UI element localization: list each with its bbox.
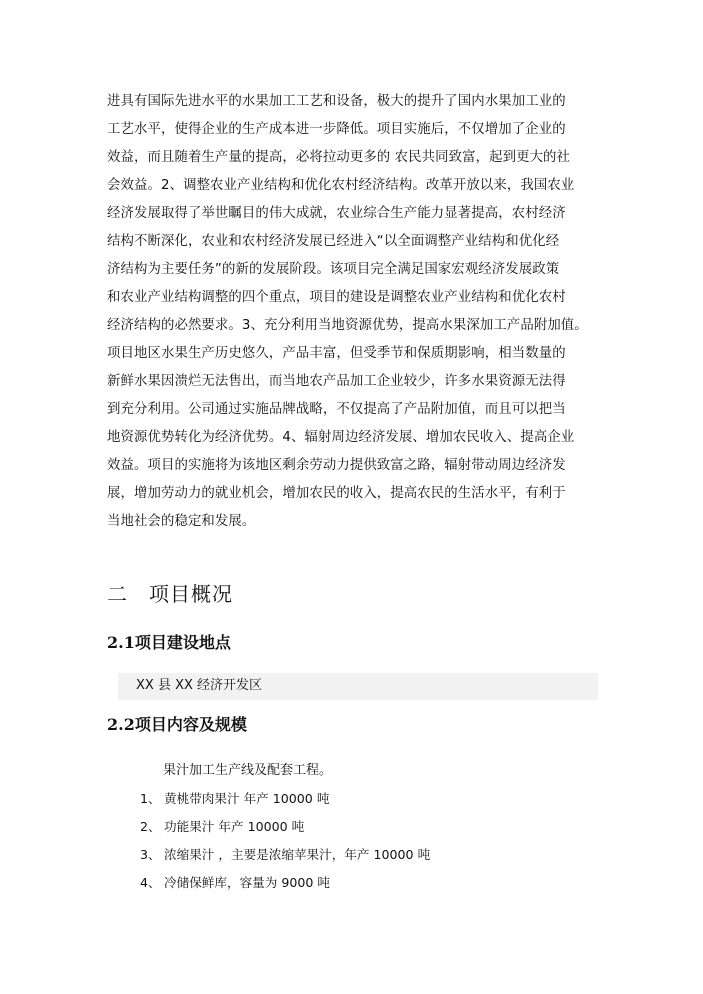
paragraph-line: 效益。项目的实施将为该地区剩余劳动力提供致富之路，辐射带动周边经济发 <box>107 458 566 473</box>
item-number: 4、 <box>140 875 161 890</box>
scale-intro: 果汁加工生产线及配套工程。 <box>163 763 333 778</box>
list-item <box>140 872 430 900</box>
body-paragraph <box>107 88 607 536</box>
subsection-title: 项目建设地点 <box>134 633 231 652</box>
list-item <box>140 844 430 872</box>
paragraph-line: 结构不断深化，农业和农村经济发展已经进入“以全面调整产业结构和优化经 <box>107 234 560 249</box>
paragraph-line: 地资源优势转化为经济优势。4、辐射周边经济发展、增加农民收入、提高企业 <box>107 430 575 445</box>
paragraph-line: 进具有国际先进水平的水果加工工艺和设备，极大的提升了国内水果加工业的 <box>107 94 566 109</box>
paragraph-line: 新鲜水果因溃烂无法售出，而当地农产品加工企业较少，许多水果资源无法得 <box>107 374 566 389</box>
paragraph-line: 到充分利用。公司通过实施品牌战略，不仅提高了产品附加值，而且可以把当 <box>107 402 566 417</box>
item-text: 黄桃带肉果汁 年产 10000 吨 <box>164 791 330 806</box>
paragraph-line: 效益，而且随着生产量的提高，必将拉动更多的 农民共同致富，起到更大的社 <box>107 150 571 165</box>
item-number: 2、 <box>140 819 161 834</box>
section-title: 项目概况 <box>149 582 233 606</box>
section-number: 二 <box>107 582 128 606</box>
paragraph-line: 展，增加劳动力的就业机会，增加农民的收入，提高农民的生活水平，有利于 <box>107 486 566 501</box>
item-text: 浓缩果汁 ，主要是浓缩苹果汁，年产 10000 吨 <box>164 847 431 862</box>
product-list <box>140 788 430 900</box>
item-text: 功能果汁 年产 10000 吨 <box>164 819 305 834</box>
item-number: 1、 <box>140 791 161 806</box>
paragraph-line: 项目地区水果生产历史悠久，产品丰富，但受季节和保质期影响，相当数量的 <box>107 346 566 361</box>
subsection-number: 2.2 <box>107 715 135 734</box>
location-value: XX 县 XX 经济开发区 <box>136 678 263 693</box>
paragraph-line: 经济结构的必然要求。3、充分利用当地资源优势，提高水果深加工产品附加值。 <box>107 318 588 333</box>
paragraph-line: 经济发展取得了举世瞩目的伟大成就，农业综合生产能力显著提高，农村经济 <box>107 206 566 221</box>
item-number: 3、 <box>140 847 161 862</box>
paragraph-line: 当地社会的稳定和发展。 <box>107 514 256 529</box>
location-box <box>118 673 598 700</box>
paragraph-line: 工艺水平，使得企业的生产成本进一步降低。项目实施后，不仅增加了企业的 <box>107 122 566 137</box>
subsection-heading-scale <box>107 713 247 737</box>
item-text: 冷储保鲜库，容量为 9000 吨 <box>164 875 330 890</box>
list-item <box>140 788 430 816</box>
list-item <box>140 816 430 844</box>
subsection-number: 2.1 <box>107 633 135 652</box>
paragraph-line: 和农业产业结构调整的四个重点，项目的建设是调整农业产业结构和优化农村 <box>107 290 566 305</box>
paragraph-line: 会效益。2、调整农业产业结构和优化农村经济结构。改革开放以来，我国农业 <box>107 178 575 193</box>
paragraph-line: 济结构为主要任务”的新的发展阶段。该项目完全满足国家宏观经济发展政策 <box>107 262 560 277</box>
subsection-heading-location <box>107 631 231 655</box>
subsection-title: 项目内容及规模 <box>134 715 247 734</box>
section-heading <box>107 580 233 608</box>
